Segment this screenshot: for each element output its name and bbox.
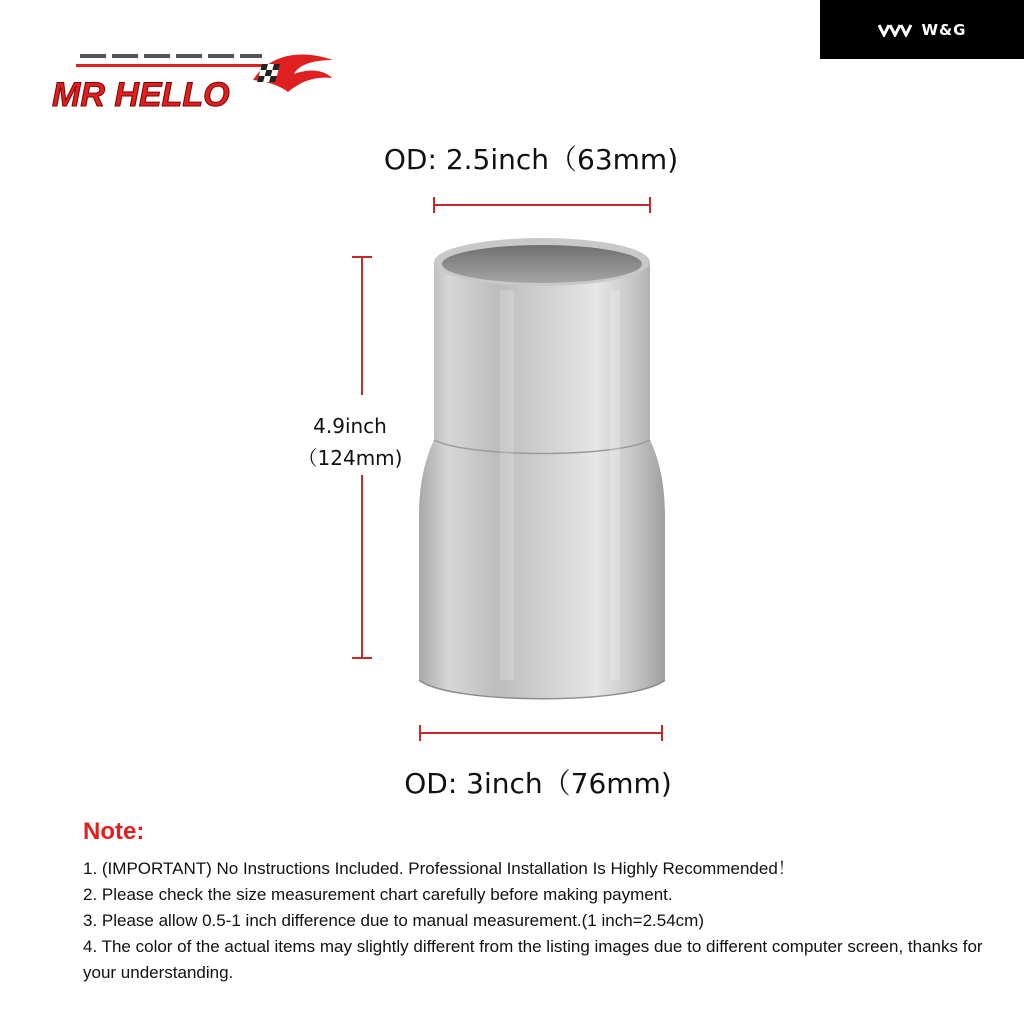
od-bottom-label: OD: 3inch（76mm) <box>404 767 672 800</box>
length-mm-label: （124mm) <box>297 446 403 470</box>
note-item: 3. Please allow 0.5-1 inch difference due to manual measurement.(1 inch=2.54cm) <box>83 911 705 930</box>
top-dimension-line <box>434 197 650 213</box>
brand-badge-text: W&G <box>921 20 967 39</box>
length-inch-label: 4.9inch <box>313 414 387 438</box>
svg-text:MR HELLO: MR HELLO <box>52 76 230 112</box>
note-item: 1. (IMPORTANT) No Instructions Included. Professional Installation Is Highly Recommended！ <box>83 859 795 878</box>
bottom-dimension-line <box>420 725 662 741</box>
notes-title: Note: <box>83 818 145 845</box>
od-top-label: OD: 2.5inch（63mm) <box>383 143 679 176</box>
notes-section <box>83 818 983 986</box>
height-dimension-line <box>352 257 372 658</box>
note-item: 4. The color of the actual items may slightly different from the listing images due to different computer screen, thanks for your understanding. <box>83 937 983 982</box>
note-item: 2. Please check the size measurement chart carefully before making payment. <box>83 885 673 904</box>
notes-list <box>83 856 983 986</box>
reducer-pipe <box>419 238 665 699</box>
